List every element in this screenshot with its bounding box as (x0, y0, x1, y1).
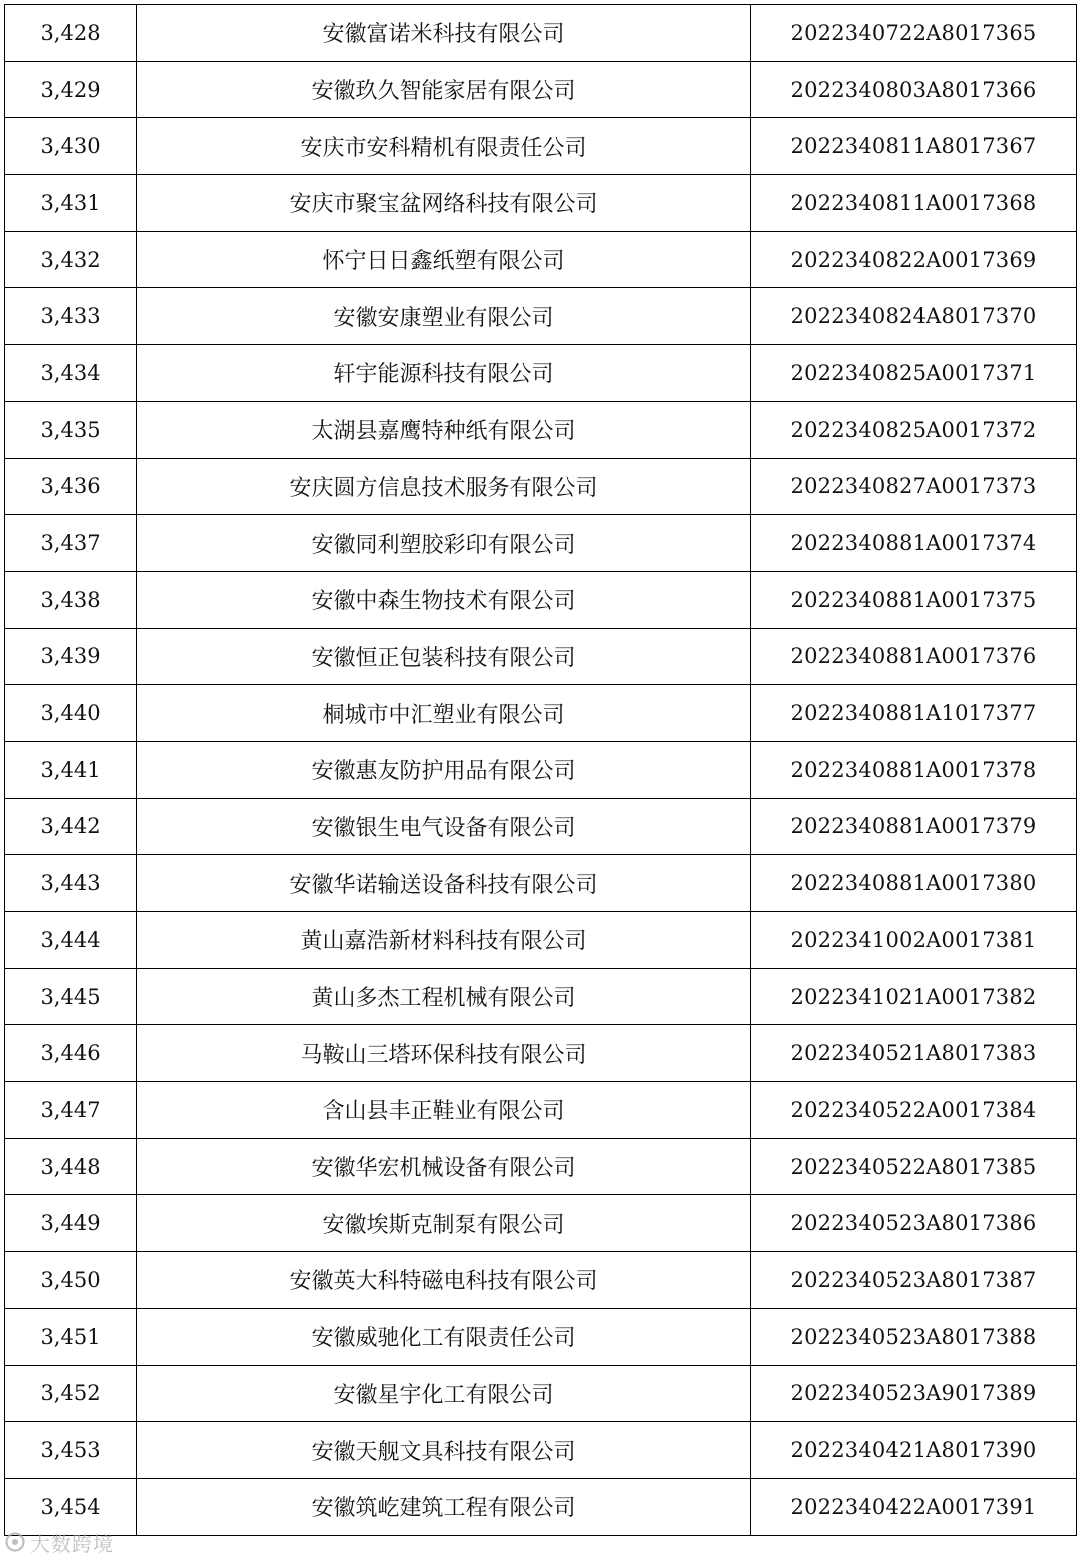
table-row (5, 175, 1077, 232)
row-seq-number: 3,446 (5, 1025, 137, 1082)
row-company-name: 安徽天舰文具科技有限公司 (137, 1422, 751, 1479)
row-company-name: 安庆市安科精机有限责任公司 (137, 118, 751, 175)
row-registration-code: 2022340881A0017380 (751, 855, 1077, 912)
table-row (5, 1195, 1077, 1252)
row-seq-number: 3,452 (5, 1365, 137, 1422)
row-registration-code: 2022340824A8017370 (751, 288, 1077, 345)
table-row (5, 401, 1077, 458)
row-registration-code: 2022340422A0017391 (751, 1478, 1077, 1535)
table-row (5, 855, 1077, 912)
row-seq-number: 3,448 (5, 1138, 137, 1195)
row-seq-number: 3,436 (5, 458, 137, 515)
row-seq-number: 3,447 (5, 1082, 137, 1139)
row-company-name: 马鞍山三塔环保科技有限公司 (137, 1025, 751, 1082)
row-registration-code: 2022340522A0017384 (751, 1082, 1077, 1139)
row-seq-number: 3,433 (5, 288, 137, 345)
table-row (5, 628, 1077, 685)
table-row (5, 968, 1077, 1025)
enterprise-register-table-container (4, 4, 1076, 1536)
row-seq-number: 3,431 (5, 175, 137, 232)
row-registration-code: 2022340825A0017372 (751, 401, 1077, 458)
row-seq-number: 3,434 (5, 345, 137, 402)
row-company-name: 安庆圆方信息技术服务有限公司 (137, 458, 751, 515)
table-row (5, 1138, 1077, 1195)
row-seq-number: 3,439 (5, 628, 137, 685)
row-company-name: 安徽威驰化工有限责任公司 (137, 1308, 751, 1365)
row-seq-number: 3,451 (5, 1308, 137, 1365)
row-company-name: 安徽恒正包装科技有限公司 (137, 628, 751, 685)
row-company-name: 安徽富诺米科技有限公司 (137, 5, 751, 62)
row-company-name: 安徽惠友防护用品有限公司 (137, 741, 751, 798)
row-registration-code: 2022340523A9017389 (751, 1365, 1077, 1422)
row-company-name: 怀宁日日鑫纸塑有限公司 (137, 231, 751, 288)
row-registration-code: 2022340523A8017387 (751, 1252, 1077, 1309)
row-company-name: 安徽同利塑胶彩印有限公司 (137, 515, 751, 572)
table-row (5, 515, 1077, 572)
table-row (5, 458, 1077, 515)
row-registration-code: 2022340881A1017377 (751, 685, 1077, 742)
row-seq-number: 3,428 (5, 5, 137, 62)
row-seq-number: 3,449 (5, 1195, 137, 1252)
row-company-name: 含山县丰正鞋业有限公司 (137, 1082, 751, 1139)
row-registration-code: 2022341002A0017381 (751, 912, 1077, 969)
row-seq-number: 3,453 (5, 1422, 137, 1479)
table-row (5, 288, 1077, 345)
table-row (5, 1308, 1077, 1365)
row-registration-code: 2022340803A8017366 (751, 61, 1077, 118)
row-company-name: 安徽中森生物技术有限公司 (137, 571, 751, 628)
table-row (5, 345, 1077, 402)
row-seq-number: 3,454 (5, 1478, 137, 1535)
row-registration-code: 2022340811A0017368 (751, 175, 1077, 232)
table-row (5, 1478, 1077, 1535)
row-registration-code: 2022340822A0017369 (751, 231, 1077, 288)
table-row (5, 571, 1077, 628)
table-row (5, 1025, 1077, 1082)
table-row (5, 1365, 1077, 1422)
row-company-name: 安徽华诺输送设备科技有限公司 (137, 855, 751, 912)
table-row (5, 1252, 1077, 1309)
watermark-text: 大数跨境 (30, 1531, 114, 1556)
row-seq-number: 3,438 (5, 571, 137, 628)
row-company-name: 黄山多杰工程机械有限公司 (137, 968, 751, 1025)
row-seq-number: 3,443 (5, 855, 137, 912)
table-row (5, 61, 1077, 118)
row-registration-code: 2022340827A0017373 (751, 458, 1077, 515)
row-registration-code: 2022340881A0017379 (751, 798, 1077, 855)
row-seq-number: 3,445 (5, 968, 137, 1025)
table-row (5, 1082, 1077, 1139)
table-row (5, 118, 1077, 175)
brand-logo-icon (4, 1531, 26, 1553)
row-registration-code: 2022340881A0017374 (751, 515, 1077, 572)
row-seq-number: 3,435 (5, 401, 137, 458)
table-body (5, 5, 1077, 1536)
row-company-name: 桐城市中汇塑业有限公司 (137, 685, 751, 742)
row-registration-code: 2022340722A8017365 (751, 5, 1077, 62)
row-seq-number: 3,429 (5, 61, 137, 118)
row-registration-code: 2022340421A8017390 (751, 1422, 1077, 1479)
table-row (5, 912, 1077, 969)
row-seq-number: 3,432 (5, 231, 137, 288)
row-registration-code: 2022340522A8017385 (751, 1138, 1077, 1195)
row-company-name: 安徽埃斯克制泵有限公司 (137, 1195, 751, 1252)
row-registration-code: 2022341021A0017382 (751, 968, 1077, 1025)
row-company-name: 安徽安康塑业有限公司 (137, 288, 751, 345)
row-registration-code: 2022340523A8017388 (751, 1308, 1077, 1365)
row-registration-code: 2022340521A8017383 (751, 1025, 1077, 1082)
row-seq-number: 3,444 (5, 912, 137, 969)
table-row (5, 741, 1077, 798)
row-company-name: 轩宇能源科技有限公司 (137, 345, 751, 402)
row-registration-code: 2022340881A0017376 (751, 628, 1077, 685)
row-registration-code: 2022340523A8017386 (751, 1195, 1077, 1252)
row-seq-number: 3,437 (5, 515, 137, 572)
row-company-name: 安徽筑屹建筑工程有限公司 (137, 1478, 751, 1535)
row-registration-code: 2022340811A8017367 (751, 118, 1077, 175)
table-row (5, 685, 1077, 742)
row-company-name: 安徽玖久智能家居有限公司 (137, 61, 751, 118)
watermark (4, 1525, 114, 1559)
row-registration-code: 2022340881A0017378 (751, 741, 1077, 798)
row-seq-number: 3,430 (5, 118, 137, 175)
table-row (5, 1422, 1077, 1479)
table-row (5, 798, 1077, 855)
row-registration-code: 2022340825A0017371 (751, 345, 1077, 402)
table-row (5, 5, 1077, 62)
row-company-name: 安徽星宇化工有限公司 (137, 1365, 751, 1422)
row-company-name: 太湖县嘉鹰特种纸有限公司 (137, 401, 751, 458)
enterprise-register-table (4, 4, 1077, 1536)
table-row (5, 231, 1077, 288)
row-seq-number: 3,440 (5, 685, 137, 742)
row-seq-number: 3,441 (5, 741, 137, 798)
row-registration-code: 2022340881A0017375 (751, 571, 1077, 628)
row-company-name: 黄山嘉浩新材料科技有限公司 (137, 912, 751, 969)
row-company-name: 安徽银生电气设备有限公司 (137, 798, 751, 855)
row-company-name: 安徽华宏机械设备有限公司 (137, 1138, 751, 1195)
row-company-name: 安徽英大科特磁电科技有限公司 (137, 1252, 751, 1309)
row-seq-number: 3,450 (5, 1252, 137, 1309)
row-company-name: 安庆市聚宝盆网络科技有限公司 (137, 175, 751, 232)
row-seq-number: 3,442 (5, 798, 137, 855)
